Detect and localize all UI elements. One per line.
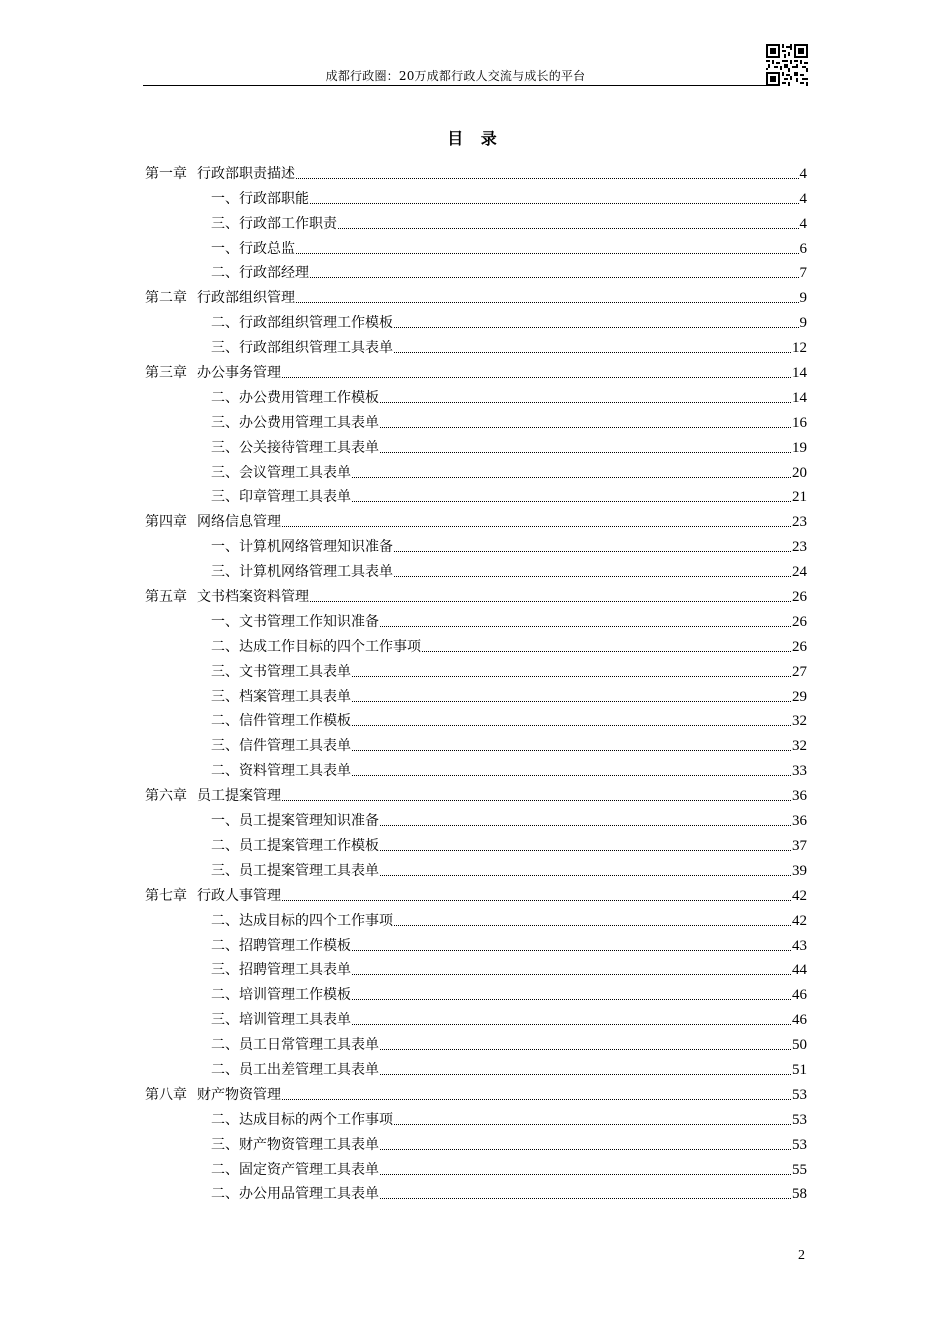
toc-entry-title: 三、计算机网络管理工具表单 xyxy=(211,564,393,581)
toc-section-entry[interactable] xyxy=(145,457,807,482)
toc-section-entry[interactable] xyxy=(145,407,807,432)
toc-dot-leader xyxy=(352,476,791,478)
toc-section-entry[interactable] xyxy=(145,830,807,855)
toc-entry-label xyxy=(211,937,351,955)
toc-section-entry[interactable] xyxy=(145,1029,807,1054)
toc-entry-label xyxy=(211,1161,379,1179)
toc-chapter-entry[interactable] xyxy=(145,506,807,531)
toc-page-number: 36 xyxy=(792,788,807,805)
toc-entry-title: 三、信件管理工具表单 xyxy=(211,738,351,755)
toc-entry-title: 三、办公费用管理工具表单 xyxy=(211,414,379,431)
toc-entry-label xyxy=(211,190,309,208)
toc-entry-title: 二、行政部组织管理工作模板 xyxy=(211,315,393,332)
toc-dot-leader xyxy=(380,1048,791,1050)
toc-entry-title: 二、达成工作目标的四个工作事项 xyxy=(211,638,421,655)
toc-page-number: 42 xyxy=(792,912,807,929)
toc-section-entry[interactable] xyxy=(145,382,807,407)
toc-entry-label xyxy=(211,314,393,332)
toc-chapter-number: 第四章 xyxy=(145,514,187,531)
toc-entry-label xyxy=(211,862,379,880)
toc-page-number: 26 xyxy=(792,638,807,655)
toc-entry-label xyxy=(211,663,351,681)
toc-chapter-entry[interactable] xyxy=(145,158,807,183)
toc-entry-title: 文书档案资料管理 xyxy=(197,589,309,606)
toc-page-number: 53 xyxy=(792,1111,807,1128)
toc-page-number: 42 xyxy=(792,887,807,904)
toc-entry-title: 二、员工日常管理工具表单 xyxy=(211,1037,379,1054)
toc-entry-label xyxy=(211,389,379,407)
toc-section-entry[interactable] xyxy=(145,233,807,258)
toc-entry-title: 二、达成目标的四个工作事项 xyxy=(211,912,393,929)
toc-entry-label xyxy=(211,1136,379,1154)
toc-entry-label xyxy=(211,737,351,755)
toc-entry-title: 一、计算机网络管理知识准备 xyxy=(211,539,393,556)
toc-section-entry[interactable] xyxy=(145,1104,807,1129)
toc-dot-leader xyxy=(394,326,799,328)
toc-entry-title: 三、培训管理工具表单 xyxy=(211,1012,351,1029)
toc-section-entry[interactable] xyxy=(145,755,807,780)
toc-section-entry[interactable] xyxy=(145,1004,807,1029)
toc-entry-title: 办公事务管理 xyxy=(197,365,281,382)
toc-page-number: 32 xyxy=(792,713,807,730)
toc-section-entry[interactable] xyxy=(145,730,807,755)
toc-entry-title: 一、行政总监 xyxy=(211,240,295,257)
toc-section-entry[interactable] xyxy=(145,208,807,233)
toc-dot-leader xyxy=(394,550,791,552)
toc-entry-title: 三、行政部组织管理工具表单 xyxy=(211,340,393,357)
toc-section-entry[interactable] xyxy=(145,905,807,930)
toc-entry-label xyxy=(211,961,351,979)
toc-entry-title: 三、财产物资管理工具表单 xyxy=(211,1136,379,1153)
toc-entry-label xyxy=(211,464,351,482)
toc-page-number: 14 xyxy=(792,365,807,382)
toc-page-number: 4 xyxy=(799,190,807,207)
toc-page-number: 39 xyxy=(792,862,807,879)
toc-page-number: 4 xyxy=(799,165,807,182)
toc-section-entry[interactable] xyxy=(145,930,807,955)
toc-page-number: 23 xyxy=(792,514,807,531)
toc-dot-leader xyxy=(352,724,791,726)
table-of-contents xyxy=(145,158,807,1203)
toc-page-number: 24 xyxy=(792,564,807,581)
qr-code-icon xyxy=(766,44,808,86)
toc-section-entry[interactable] xyxy=(145,482,807,507)
toc-entry-title: 行政人事管理 xyxy=(197,887,281,904)
toc-page-number: 6 xyxy=(799,240,807,257)
toc-section-entry[interactable] xyxy=(145,1054,807,1079)
toc-section-entry[interactable] xyxy=(145,855,807,880)
toc-entry-label xyxy=(145,513,281,531)
toc-chapter-entry[interactable] xyxy=(145,780,807,805)
toc-dot-leader xyxy=(296,177,799,179)
toc-dot-leader xyxy=(352,998,791,1000)
toc-dot-leader xyxy=(338,227,799,229)
toc-section-entry[interactable] xyxy=(145,1129,807,1154)
toc-entry-label xyxy=(211,488,351,506)
toc-page-number: 16 xyxy=(792,414,807,431)
toc-page-number: 33 xyxy=(792,763,807,780)
toc-entry-label xyxy=(145,887,281,905)
toc-section-entry[interactable] xyxy=(145,1154,807,1179)
toc-dot-leader xyxy=(282,1098,791,1100)
page-header xyxy=(143,44,808,88)
toc-page-number: 32 xyxy=(792,738,807,755)
toc-entry-label xyxy=(145,289,295,307)
toc-page-number: 29 xyxy=(792,688,807,705)
toc-entry-title: 一、员工提案管理知识准备 xyxy=(211,813,379,830)
toc-page-number: 26 xyxy=(792,613,807,630)
page-number: 2 xyxy=(798,1248,805,1263)
toc-entry-label xyxy=(211,1185,379,1203)
toc-page-number: 58 xyxy=(792,1186,807,1203)
toc-chapter-entry[interactable] xyxy=(145,357,807,382)
toc-section-entry[interactable] xyxy=(145,258,807,283)
toc-entry-title: 行政部组织管理 xyxy=(197,290,295,307)
toc-page-number: 14 xyxy=(792,389,807,406)
toc-dot-leader xyxy=(310,600,791,602)
toc-entry-label xyxy=(211,339,393,357)
toc-entry-label xyxy=(145,364,281,382)
toc-page-number: 7 xyxy=(799,265,807,282)
toc-chapter-number: 第五章 xyxy=(145,589,187,606)
toc-entry-title: 三、员工提案管理工具表单 xyxy=(211,862,379,879)
toc-section-entry[interactable] xyxy=(145,1179,807,1204)
toc-page-number: 9 xyxy=(799,290,807,307)
toc-title: 目 录 xyxy=(447,129,503,148)
toc-entry-title: 二、办公用品管理工具表单 xyxy=(211,1186,379,1203)
toc-chapter-entry[interactable] xyxy=(145,880,807,905)
toc-entry-label xyxy=(211,264,309,282)
toc-dot-leader xyxy=(352,749,791,751)
toc-dot-leader xyxy=(380,625,791,627)
toc-dot-leader xyxy=(380,874,791,876)
toc-entry-title: 三、行政部工作职责 xyxy=(211,215,337,232)
toc-entry-label xyxy=(211,538,393,556)
toc-page-number: 27 xyxy=(792,663,807,680)
toc-entry-label xyxy=(211,712,351,730)
toc-entry-label xyxy=(211,414,379,432)
toc-entry-title: 二、办公费用管理工作模板 xyxy=(211,389,379,406)
toc-entry-label xyxy=(145,165,295,183)
toc-dot-leader xyxy=(380,1073,791,1075)
toc-entry-title: 三、文书管理工具表单 xyxy=(211,663,351,680)
toc-dot-leader xyxy=(380,451,791,453)
toc-chapter-entry[interactable] xyxy=(145,1079,807,1104)
toc-dot-leader xyxy=(282,376,791,378)
toc-section-entry[interactable] xyxy=(145,805,807,830)
toc-dot-leader xyxy=(282,799,791,801)
toc-dot-leader xyxy=(394,924,791,926)
toc-entry-title: 二、招聘管理工作模板 xyxy=(211,937,351,954)
toc-entry-label xyxy=(211,812,379,830)
toc-dot-leader xyxy=(352,700,791,702)
header-text: 成都行政圈：20万成都行政人交流与成长的平台 xyxy=(325,69,586,83)
toc-entry-title: 员工提案管理 xyxy=(197,788,281,805)
header-rule xyxy=(143,85,808,86)
toc-page-number: 9 xyxy=(799,315,807,332)
toc-entry-title: 二、培训管理工作模板 xyxy=(211,987,351,1004)
toc-dot-leader xyxy=(282,525,791,527)
toc-entry-label xyxy=(211,912,393,930)
toc-entry-label xyxy=(211,1111,393,1129)
toc-entry-title: 一、文书管理工作知识准备 xyxy=(211,613,379,630)
toc-entry-label xyxy=(211,240,295,258)
toc-entry-label xyxy=(145,588,309,606)
toc-page-number: 43 xyxy=(792,937,807,954)
toc-dot-leader xyxy=(422,650,791,652)
toc-chapter-number: 第八章 xyxy=(145,1086,187,1103)
toc-section-entry[interactable] xyxy=(145,531,807,556)
toc-page-number: 26 xyxy=(792,589,807,606)
toc-entry-label xyxy=(211,688,351,706)
toc-entry-title: 二、信件管理工作模板 xyxy=(211,713,351,730)
toc-dot-leader xyxy=(310,276,799,278)
toc-page-number: 53 xyxy=(792,1136,807,1153)
toc-section-entry[interactable] xyxy=(145,656,807,681)
toc-dot-leader xyxy=(282,899,791,901)
toc-section-entry[interactable] xyxy=(145,183,807,208)
toc-page-number: 46 xyxy=(792,1012,807,1029)
toc-dot-leader xyxy=(352,774,791,776)
toc-entry-label xyxy=(211,439,379,457)
toc-entry-title: 财产物资管理 xyxy=(197,1086,281,1103)
toc-entry-label xyxy=(145,787,281,805)
toc-chapter-number: 第七章 xyxy=(145,887,187,904)
toc-section-entry[interactable] xyxy=(145,706,807,731)
toc-entry-label xyxy=(211,837,379,855)
toc-entry-label xyxy=(211,638,421,656)
toc-entry-label xyxy=(211,563,393,581)
toc-page-number: 50 xyxy=(792,1037,807,1054)
toc-chapter-number: 第一章 xyxy=(145,165,187,182)
toc-page-number: 55 xyxy=(792,1161,807,1178)
toc-dot-leader xyxy=(380,1148,791,1150)
toc-entry-title: 二、资料管理工具表单 xyxy=(211,763,351,780)
toc-entry-title: 二、员工出差管理工具表单 xyxy=(211,1061,379,1078)
toc-dot-leader xyxy=(352,1023,791,1025)
toc-dot-leader xyxy=(380,1173,791,1175)
toc-entry-title: 网络信息管理 xyxy=(197,514,281,531)
toc-entry-title: 二、达成目标的两个工作事项 xyxy=(211,1111,393,1128)
toc-section-entry[interactable] xyxy=(145,955,807,980)
toc-entry-title: 三、招聘管理工具表单 xyxy=(211,962,351,979)
toc-chapter-entry[interactable] xyxy=(145,581,807,606)
toc-dot-leader xyxy=(380,1197,791,1199)
toc-page-number: 46 xyxy=(792,987,807,1004)
toc-dot-leader xyxy=(296,252,799,254)
toc-entry-title: 三、印章管理工具表单 xyxy=(211,489,351,506)
toc-entry-label xyxy=(211,1011,351,1029)
toc-dot-leader xyxy=(380,426,791,428)
toc-dot-leader xyxy=(394,1123,791,1125)
toc-entry-title: 三、公关接待管理工具表单 xyxy=(211,439,379,456)
toc-page-number: 36 xyxy=(792,813,807,830)
toc-page-number: 53 xyxy=(792,1086,807,1103)
toc-entry-label xyxy=(211,613,379,631)
toc-entry-label xyxy=(211,986,351,1004)
toc-section-entry[interactable] xyxy=(145,631,807,656)
toc-section-entry[interactable] xyxy=(145,556,807,581)
toc-dot-leader xyxy=(296,301,799,303)
toc-entry-title: 一、行政部职能 xyxy=(211,190,309,207)
toc-dot-leader xyxy=(394,351,791,353)
toc-page-number: 37 xyxy=(792,837,807,854)
toc-page-number: 4 xyxy=(799,215,807,232)
toc-entry-title: 行政部职责描述 xyxy=(197,165,295,182)
toc-entry-title: 二、员工提案管理工作模板 xyxy=(211,837,379,854)
toc-page-number: 51 xyxy=(792,1061,807,1078)
toc-dot-leader xyxy=(394,575,791,577)
toc-entry-label xyxy=(211,1061,379,1079)
toc-entry-title: 二、固定资产管理工具表单 xyxy=(211,1161,379,1178)
toc-page-number: 23 xyxy=(792,539,807,556)
toc-page-number: 21 xyxy=(792,489,807,506)
toc-entry-label xyxy=(211,762,351,780)
toc-entry-label xyxy=(211,1036,379,1054)
toc-section-entry[interactable] xyxy=(145,307,807,332)
toc-dot-leader xyxy=(352,500,791,502)
toc-dot-leader xyxy=(310,202,799,204)
toc-page-number: 20 xyxy=(792,464,807,481)
toc-section-entry[interactable] xyxy=(145,332,807,357)
toc-chapter-number: 第六章 xyxy=(145,788,187,805)
toc-dot-leader xyxy=(380,401,791,403)
toc-page-number: 19 xyxy=(792,439,807,456)
toc-chapter-number: 第三章 xyxy=(145,365,187,382)
toc-section-entry[interactable] xyxy=(145,979,807,1004)
toc-dot-leader xyxy=(352,675,791,677)
toc-dot-leader xyxy=(380,849,791,851)
toc-entry-title: 三、会议管理工具表单 xyxy=(211,464,351,481)
toc-entry-title: 三、档案管理工具表单 xyxy=(211,688,351,705)
toc-page-number: 44 xyxy=(792,962,807,979)
toc-entry-title: 二、行政部经理 xyxy=(211,265,309,282)
toc-entry-label xyxy=(145,1086,281,1104)
toc-section-entry[interactable] xyxy=(145,432,807,457)
toc-section-entry[interactable] xyxy=(145,681,807,706)
toc-dot-leader xyxy=(352,949,791,951)
toc-chapter-number: 第二章 xyxy=(145,290,187,307)
toc-page-number: 12 xyxy=(792,340,807,357)
toc-dot-leader xyxy=(352,973,791,975)
toc-dot-leader xyxy=(380,824,791,826)
toc-chapter-entry[interactable] xyxy=(145,282,807,307)
toc-section-entry[interactable] xyxy=(145,606,807,631)
toc-entry-label xyxy=(211,215,337,233)
